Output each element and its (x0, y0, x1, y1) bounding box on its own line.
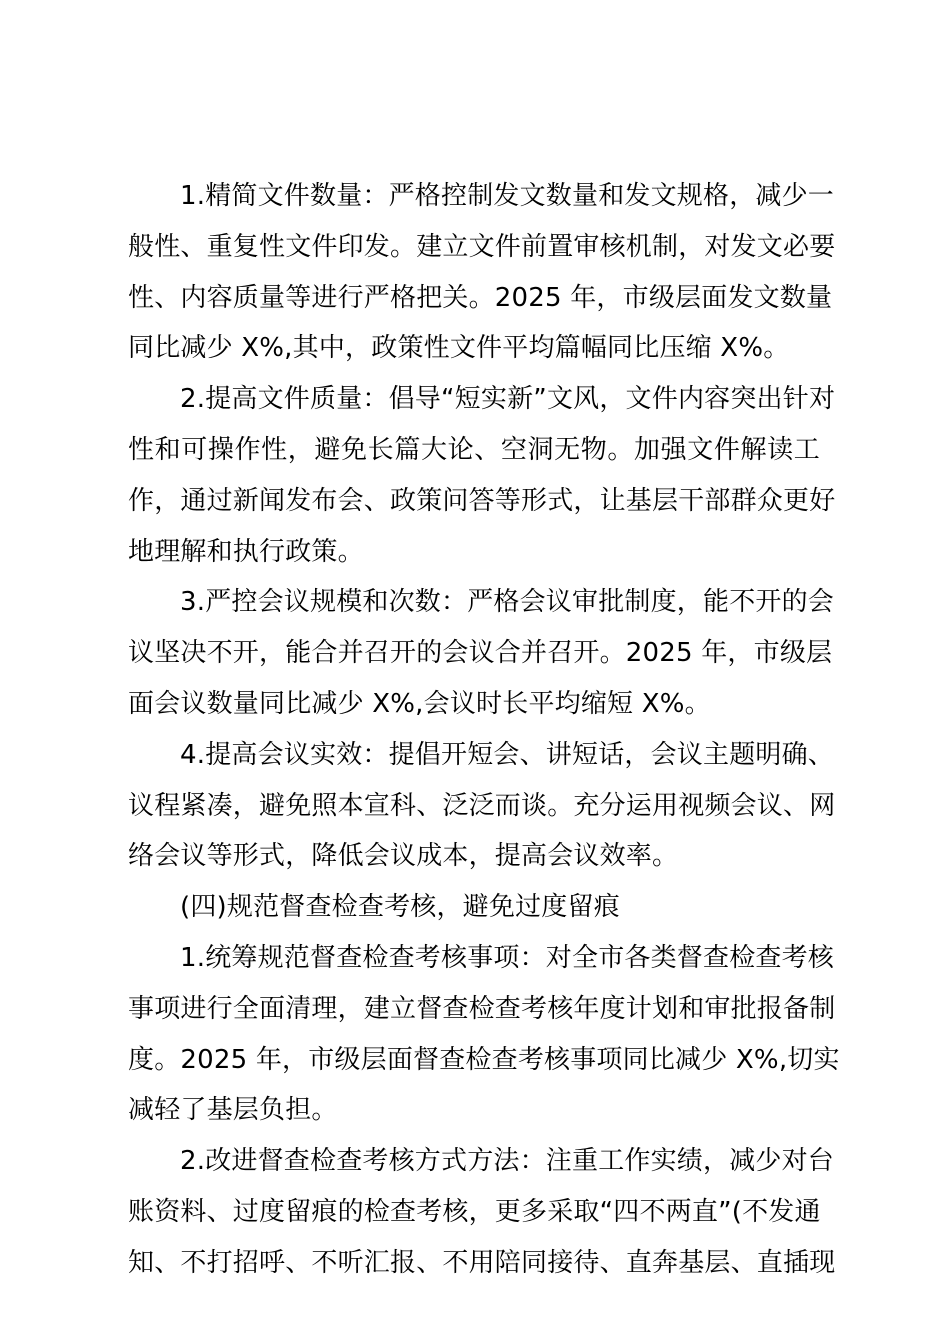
text-line: 2.提高文件质量：倡导“短实新”文风，文件内容突出针对 (180, 384, 836, 415)
text-line: 地理解和执行政策。 (128, 536, 364, 567)
text-line: 2.改进督查检查考核方式方法：注重工作实绩，减少对台 (180, 1146, 835, 1177)
text-line: 性和可操作性，避免长篇大论、空洞无物。加强文件解读工 (128, 434, 820, 465)
text-line: 减轻了基层负担。 (128, 1095, 338, 1126)
text-line: 4.提高会议实效：提倡开短会、讲短话，会议主题明确、 (180, 739, 835, 770)
text-line: 1.精简文件数量：严格控制发文数量和发文规格，减少一 (180, 181, 835, 211)
text-line: 性、内容质量等进行严格把关。2025 年，市级层面发文数量 (128, 282, 833, 313)
text-line: 作，通过新闻发布会、政策问答等形式，让基层干部群众更好 (128, 485, 836, 516)
text-line: 络会议等形式，降低会议成本，提高会议效率。 (128, 841, 679, 872)
document-body (128, 171, 840, 1289)
section-heading: (四)规范督查检查考核，避免过度留痕 (180, 892, 620, 923)
text-line: 般性、重复性文件印发。建立文件前置审核机制，对发文必要 (128, 231, 836, 262)
text-line: 议程紧凑，避免照本宣科、泛泛而谈。充分运用视频会议、网 (128, 790, 836, 821)
paragraph-simplify-documents (128, 171, 836, 374)
text-line: 事项进行全面清理，建立督查检查考核年度计划和审批报备制 (128, 993, 836, 1024)
section-heading-inspection (128, 882, 820, 933)
paragraph-inspection-items (128, 933, 840, 1136)
paragraph-meeting-effectiveness (128, 730, 836, 882)
text-line: 知、不打招呼、不听汇报、不用陪同接待、直奔基层、直插现 (128, 1247, 836, 1278)
text-line: 议坚决不开，能合并召开的会议合并召开。2025 年，市级层 (128, 638, 833, 669)
text-line: 账资料、过度留痕的检查考核，更多采取“四不两直”(不发通 (128, 1196, 821, 1227)
paragraph-document-quality (128, 374, 836, 577)
text-line: 面会议数量同比减少 X%,会议时长平均缩短 X%。 (128, 688, 711, 719)
text-line: 同比减少 X%,其中，政策性文件平均篇幅同比压缩 X%。 (128, 333, 790, 364)
paragraph-meeting-control (128, 577, 835, 729)
paragraph-inspection-methods (128, 1136, 836, 1288)
text-line: 1.统筹规范督查检查考核事项：对全市各类督查检查考核 (180, 942, 835, 973)
text-line: 3.严控会议规模和次数：严格会议审批制度，能不开的会 (180, 587, 835, 618)
text-line: 度。2025 年，市级层面督查检查考核事项同比减少 X%,切实 (128, 1044, 840, 1075)
